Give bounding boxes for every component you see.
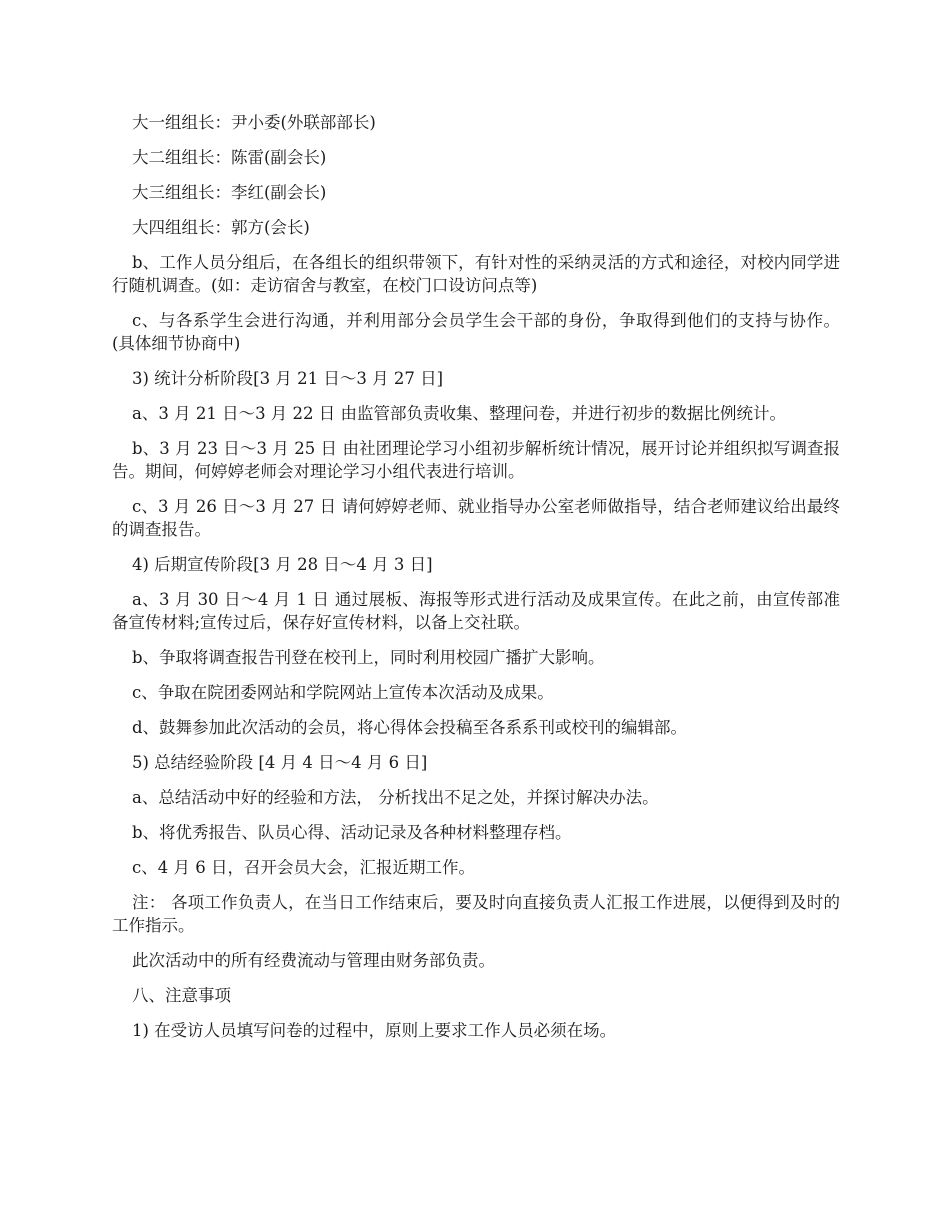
group-leader-4: 大四组组长：郭方(会长) bbox=[132, 218, 310, 237]
paragraph-statistics-c: c、3 月 26 日～3 月 27 日 请何婷婷老师、就业指导办公室老师做指导，结合老师建议给出最终的调查报告。 bbox=[112, 497, 840, 539]
paragraph-survey-method: b、工作人员分组后，在各组长的组织带领下，有针对性的采纳灵活的方式和途径，对校内同学进行随机调查。(如：走访宿舍与教室，在校门口设访问点等) bbox=[112, 253, 840, 295]
paragraph-publicity-a: a、3 月 30 日～4 月 1 日 通过展板、海报等形式进行活动及成果宣传。在此之前，由宣传部准备宣传材料;宣传过后，保存好宣传材料，以备上交社联。 bbox=[112, 590, 840, 632]
paragraph-note: 注： 各项工作负责人，在当日工作结束后，要及时向直接负责人汇报工作进展，以便得到及时的工作指示。 bbox=[112, 893, 840, 935]
paragraph-precaution-1: 1) 在受访人员填写问卷的过程中，原则上要求工作人员必须在场。 bbox=[132, 1021, 617, 1040]
paragraph-summary-c: c、4 月 6 日，召开会员大会，汇报近期工作。 bbox=[132, 858, 475, 877]
paragraph-publicity-b: b、争取将调查报告刊登在校刊上，同时利用校园广播扩大影响。 bbox=[132, 648, 605, 667]
section-heading-publicity: 4) 后期宣传阶段[3 月 28 日～4 月 3 日] bbox=[132, 555, 433, 574]
paragraph-statistics-b: b、3 月 23 日～3 月 25 日 由社团理论学习小组初步解析统计情况，展开讨论并组织拟写调查报告。期间，何婷婷老师会对理论学习小组代表进行培训。 bbox=[112, 439, 840, 481]
section-heading-precautions: 八、注意事项 bbox=[132, 986, 231, 1005]
paragraph-publicity-d: d、鼓舞参加此次活动的会员，将心得体会投稿至各系系刊或校刊的编辑部。 bbox=[132, 718, 688, 737]
group-leader-1: 大一组组长：尹小委(外联部部长) bbox=[132, 113, 376, 132]
paragraph-publicity-c: c、争取在院团委网站和学院网站上宣传本次活动及成果。 bbox=[132, 683, 554, 702]
paragraph-finance: 此次活动中的所有经费流动与管理由财务部负责。 bbox=[132, 951, 495, 970]
paragraph-statistics-a: a、3 月 21 日～3 月 22 日 由监管部负责收集、整理问卷，并进行初步的数据比例统计。 bbox=[132, 404, 787, 423]
paragraph-communication: c、与各系学生会进行沟通，并利用部分会员学生会干部的身份，争取得到他们的支持与协作。(具体细节协商中) bbox=[112, 311, 840, 353]
paragraph-summary-b: b、将优秀报告、队员心得、活动记录及各种材料整理存档。 bbox=[132, 823, 572, 842]
group-leader-3: 大三组组长：李红(副会长) bbox=[132, 183, 327, 202]
section-heading-summary: 5) 总结经验阶段 [4 月 4 日～4 月 6 日] bbox=[132, 753, 428, 772]
group-leader-2: 大二组组长：陈雷(副会长) bbox=[132, 148, 327, 167]
paragraph-summary-a: a、总结活动中好的经验和方法， 分析找出不足之处，并探讨解决办法。 bbox=[132, 788, 659, 807]
section-heading-statistics: 3) 统计分析阶段[3 月 21 日～3 月 27 日] bbox=[132, 369, 444, 388]
